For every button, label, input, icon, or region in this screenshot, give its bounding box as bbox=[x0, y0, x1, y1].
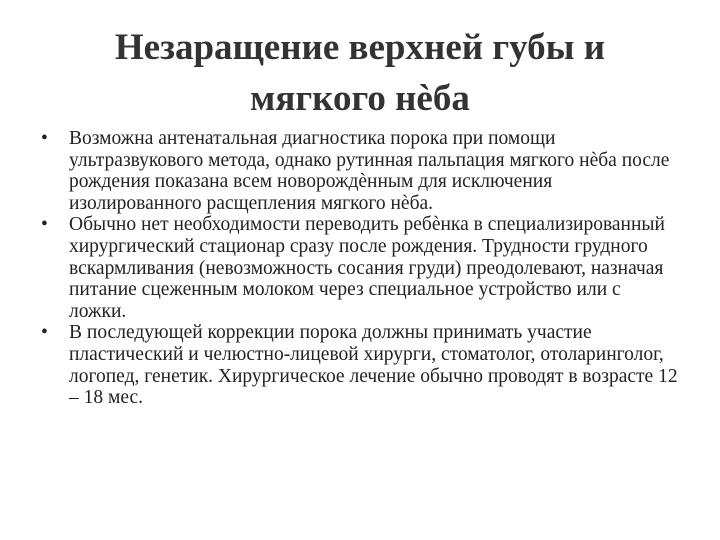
bullet-icon: • bbox=[41, 128, 48, 149]
slide-title-line-2: мягкого нѐба bbox=[250, 78, 470, 119]
bullet-item-transfer-and-feeding bbox=[40, 214, 680, 322]
bullet-text: Возможна антенатальная диагностика порока при помощи ультразвукового метода, однако рутинная пальпация мягкого нѐба после рождения показана всем новорождѐнным для исключения изолированного расщепления мягкого нѐба. bbox=[69, 128, 670, 214]
bullet-text: В последующей коррекции порока должны принимать участие пластический и челюстно-лицевой хирурги, стоматолог, отоларинголог, логопед, генетик. Хирургическое лечение обычно проводят в возрасте 12 – 18 мес. bbox=[69, 322, 678, 409]
bullet-item-surgical-treatment bbox=[40, 322, 680, 408]
slide-title bbox=[60, 22, 660, 124]
bullet-text: Обычно нет необходимости переводить ребѐнка в специализированный хирургический стационар сразу после рождения. Трудности грудного вскармливания (невозможность сосания груди) преодолевают, назначая питание сцеженным молоком через специальное устройство или с ложки. bbox=[69, 214, 665, 322]
bullet-list bbox=[40, 128, 680, 409]
bullet-icon: • bbox=[41, 322, 48, 344]
bullet-item-antenatal-diagnosis bbox=[40, 128, 680, 214]
bullet-icon: • bbox=[41, 214, 48, 236]
slide-title-line-1: Незаращение верхней губы и bbox=[114, 27, 606, 68]
